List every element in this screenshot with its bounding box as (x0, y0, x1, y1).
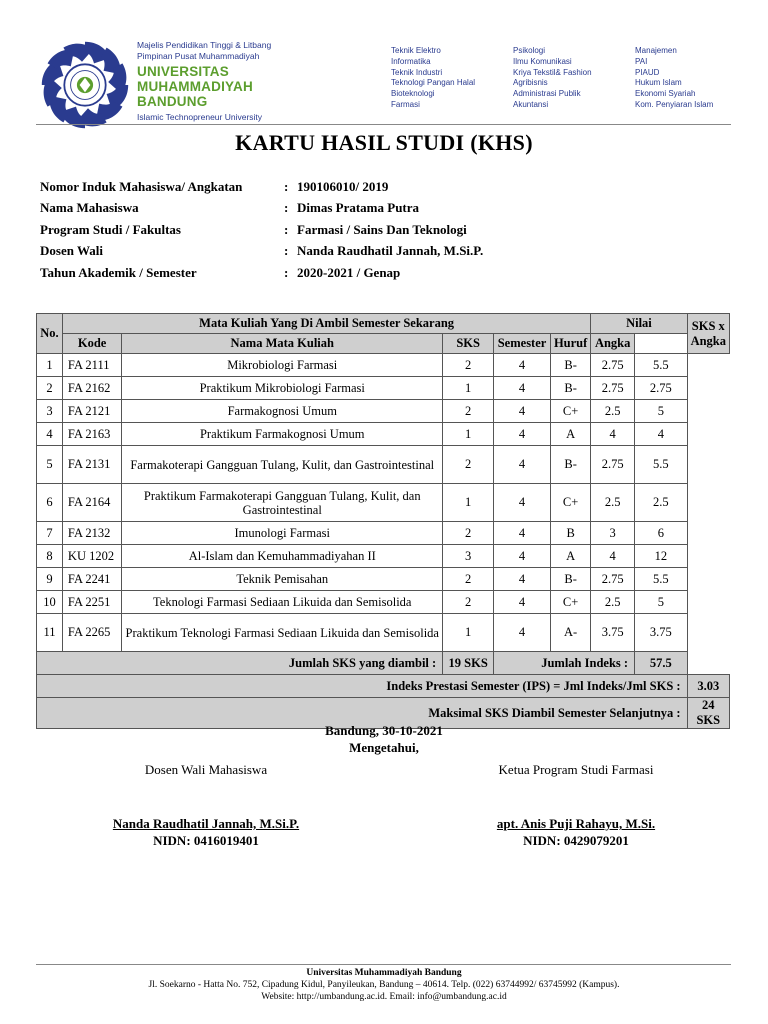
grade-point: 2.5 (591, 400, 635, 423)
course-name: Al-Islam dan Kemuhammadiyahan II (122, 545, 443, 568)
course-name: Farmakoterapi Gangguan Tulang, Kulit, dan Gastrointestinal (122, 446, 443, 484)
course-sks: 2 (443, 446, 494, 484)
row-number: 6 (37, 484, 63, 522)
max-sks-label: Maksimal SKS Diambil Semester Selanjutnya : (37, 698, 688, 729)
table-row (37, 400, 730, 423)
info-colon: : (284, 179, 289, 194)
grade-point: 2.75 (591, 354, 635, 377)
sks-x-angka: 5.5 (635, 568, 688, 591)
grade-point: 3.75 (591, 614, 635, 652)
university-name-line3: BANDUNG (137, 94, 208, 109)
program-item: Kriya Tekstil& Fashion (513, 67, 592, 77)
program-item: Farmasi (391, 99, 420, 109)
university-name-line2: MUHAMMADIYAH (137, 79, 253, 94)
table-row (37, 354, 730, 377)
table-row (37, 446, 730, 484)
info-label: Program Studi / Fakultas (40, 221, 181, 237)
course-sks: 2 (443, 568, 494, 591)
head-name: apt. Anis Puji Rahayu, M.Si. (496, 816, 656, 831)
course-code: FA 2131 (62, 446, 121, 484)
advisor-name: Nanda Raudhatil Jannah, M.Si.P. (112, 816, 300, 831)
course-semester: 4 (494, 591, 551, 614)
course-semester: 4 (494, 400, 551, 423)
letter-grade: B- (550, 446, 590, 484)
sks-x-angka: 5.5 (635, 354, 688, 377)
course-code: FA 2162 (62, 377, 121, 400)
acknowledged-label: Mengetahui, (349, 740, 419, 755)
sks-x-angka: 2.75 (635, 377, 688, 400)
table-row (37, 614, 730, 652)
header-code: Kode (62, 334, 121, 354)
header-semester: Semester (494, 334, 551, 354)
info-colon: : (284, 264, 289, 280)
student-info (40, 179, 640, 286)
info-colon: : (284, 200, 289, 216)
course-sks: 1 (443, 484, 494, 522)
header-no: No. (37, 314, 63, 354)
info-label: Nomor Induk Mahasiswa/ Angkatan (40, 179, 243, 194)
row-number: 7 (37, 522, 63, 545)
table-row (37, 423, 730, 446)
letter-grade: B (550, 522, 590, 545)
header-divider (36, 124, 731, 125)
course-name: Teknik Pemisahan (122, 568, 443, 591)
grade-point: 3 (591, 522, 635, 545)
info-row-program (40, 222, 640, 243)
program-item: Teknologi Pangan Halal (391, 78, 476, 88)
letter-grade: C+ (550, 591, 590, 614)
sks-x-angka: 12 (635, 545, 688, 568)
course-semester: 4 (494, 545, 551, 568)
course-sks: 1 (443, 423, 494, 446)
course-semester: 4 (494, 614, 551, 652)
footer-address: Jl. Soekarno - Hatta No. 752, Cipadung Kidul, Panyileukan, Bandung – 40614. Telp. (022) 63744992/ 63745992 (Kampus). (148, 980, 620, 990)
advisor-role: Dosen Wali Mahasiswa (144, 762, 268, 777)
program-item: Hukum Islam (635, 78, 682, 88)
course-code: FA 2132 (62, 522, 121, 545)
info-label: Tahun Akademik / Semester (40, 264, 197, 280)
course-semester: 4 (494, 423, 551, 446)
course-name: Praktikum Teknologi Farmasi Sediaan Likuida dan Semisolida (122, 614, 443, 652)
university-logo-icon (40, 40, 130, 130)
course-name: Praktikum Farmakoterapi Gangguan Tulang, Kulit, dan Gastrointestinal (122, 484, 443, 522)
table-row (37, 522, 730, 545)
course-code: FA 2111 (62, 354, 121, 377)
course-sks: 1 (443, 614, 494, 652)
course-sks: 3 (443, 545, 494, 568)
table-row (37, 545, 730, 568)
advisor-signature (66, 762, 346, 862)
footer-university-name: Universitas Muhammadiyah Bandung (306, 968, 462, 978)
program-item: Kom. Penyiaran Islam (635, 99, 714, 109)
info-colon: : (284, 243, 289, 259)
sks-x-angka: 2.5 (635, 484, 688, 522)
total-sks-value: 19 SKS (443, 652, 494, 675)
program-list-column-1 (391, 46, 475, 111)
row-number: 5 (37, 446, 63, 484)
program-item: Akuntansi (513, 99, 549, 109)
sks-x-angka: 6 (635, 522, 688, 545)
program-item: Ekonomi Syariah (635, 89, 696, 99)
university-tagline: Islamic Technopreneur University (137, 112, 263, 122)
course-semester: 4 (494, 568, 551, 591)
letterhead (36, 36, 736, 126)
program-list-column-3 (635, 46, 713, 111)
parent-organization: Majelis Pendidikan Tinggi & Litbang Pimpinan Pusat Muhammadiyah (137, 40, 272, 61)
row-number: 11 (37, 614, 63, 652)
course-semester: 4 (494, 446, 551, 484)
grade-point: 2.5 (591, 591, 635, 614)
program-item: Psikologi (513, 46, 546, 55)
course-name: Mikrobiologi Farmasi (122, 354, 443, 377)
row-number: 1 (37, 354, 63, 377)
info-value: Nanda Raudhatil Jannah, M.Si.P. (297, 243, 484, 259)
sks-x-angka: 5 (635, 591, 688, 614)
letter-grade: C+ (550, 484, 590, 522)
footer-divider (36, 964, 731, 965)
program-item: Agribisnis (513, 78, 548, 88)
sks-x-angka: 4 (635, 423, 688, 446)
program-item: Teknik Elektro (391, 46, 441, 55)
total-index-label: Jumlah Indeks : (494, 652, 635, 675)
letter-grade: A (550, 545, 590, 568)
info-row-academic-year (40, 265, 640, 286)
row-number: 8 (37, 545, 63, 568)
advisor-nidn: NIDN: 0416019401 (153, 833, 259, 848)
document-title: KARTU HASIL STUDI (KHS) (235, 130, 533, 155)
university-identity (137, 40, 297, 122)
info-value: 2020-2021 / Genap (297, 264, 401, 280)
course-name: Praktikum Mikrobiologi Farmasi (122, 377, 443, 400)
grade-point: 4 (591, 545, 635, 568)
course-name: Praktikum Farmakognosi Umum (122, 423, 443, 446)
header-letter-grade: Huruf (550, 334, 590, 354)
table-subheader-row (37, 334, 730, 354)
total-index-value: 57.5 (635, 652, 688, 675)
info-row-nim (40, 179, 640, 200)
info-row-name (40, 200, 640, 221)
letter-grade: B- (550, 568, 590, 591)
grade-point: 2.75 (591, 446, 635, 484)
info-label: Nama Mahasiswa (40, 200, 139, 216)
info-value: Dimas Pratama Putra (297, 200, 420, 216)
program-item: PAI (635, 56, 648, 66)
program-item: Bioteknologi (391, 89, 435, 99)
course-name: Teknologi Farmasi Sediaan Likuida dan Semisolida (122, 591, 443, 614)
table-row (37, 484, 730, 522)
program-list-column-2 (513, 46, 592, 111)
grade-point: 4 (591, 423, 635, 446)
max-sks-value: 24 SKS (687, 698, 729, 729)
table-header-row (37, 314, 730, 334)
course-code: FA 2241 (62, 568, 121, 591)
program-item: Ilmu Komunikasi (513, 56, 572, 66)
footer (0, 967, 768, 1003)
row-number: 3 (37, 400, 63, 423)
course-semester: 4 (494, 522, 551, 545)
table-row (37, 591, 730, 614)
row-number: 4 (37, 423, 63, 446)
grade-point: 2.75 (591, 377, 635, 400)
ips-value: 3.03 (687, 675, 729, 698)
program-item: Teknik Industri (391, 67, 443, 77)
course-sks: 2 (443, 354, 494, 377)
info-label: Dosen Wali (40, 243, 103, 259)
program-item: Administrasi Publik (513, 89, 581, 99)
course-code: FA 2163 (62, 423, 121, 446)
head-nidn: NIDN: 0429079201 (523, 833, 629, 848)
head-role: Ketua Program Studi Farmasi (498, 762, 654, 777)
total-sks-label: Jumlah SKS yang diambil : (37, 652, 443, 675)
row-number: 2 (37, 377, 63, 400)
letter-grade: C+ (550, 400, 590, 423)
info-row-advisor (40, 243, 640, 264)
course-name: Farmakognosi Umum (122, 400, 443, 423)
row-number: 10 (37, 591, 63, 614)
header-sks: SKS (443, 334, 494, 354)
header-grade-point: Angka (591, 334, 635, 354)
info-value: 190106010/ 2019 (297, 179, 389, 194)
grade-point: 2.5 (591, 484, 635, 522)
course-semester: 4 (494, 377, 551, 400)
program-item: Informatika (391, 56, 431, 66)
table-row (37, 377, 730, 400)
course-sks: 1 (443, 377, 494, 400)
university-name (137, 64, 297, 109)
header-grade-group: Nilai (591, 314, 687, 334)
course-semester: 4 (494, 354, 551, 377)
course-code: FA 2265 (62, 614, 121, 652)
letter-grade: A (550, 423, 590, 446)
header-sks-x-angka: SKS x Angka (687, 314, 729, 354)
sks-x-angka: 3.75 (635, 614, 688, 652)
letter-grade: B- (550, 377, 590, 400)
course-code: FA 2251 (62, 591, 121, 614)
row-number: 9 (37, 568, 63, 591)
ips-label: Indeks Prestasi Semester (IPS) = Jml Indeks/Jml SKS : (37, 675, 688, 698)
grade-point: 2.75 (591, 568, 635, 591)
course-code: FA 2121 (62, 400, 121, 423)
grades-table (36, 313, 730, 729)
summary-row-totals (37, 652, 730, 675)
course-code: KU 1202 (62, 545, 121, 568)
letter-grade: A- (550, 614, 590, 652)
header-course-name: Nama Mata Kuliah (122, 334, 443, 354)
head-signature (436, 762, 716, 862)
university-name-line1: UNIVERSITAS (137, 64, 229, 79)
table-row (37, 568, 730, 591)
course-name: Imunologi Farmasi (122, 522, 443, 545)
summary-row-ips (37, 675, 730, 698)
letter-grade: B- (550, 354, 590, 377)
program-item: Manajemen (635, 46, 677, 55)
course-code: FA 2164 (62, 484, 121, 522)
info-colon: : (284, 221, 289, 237)
course-semester: 4 (494, 484, 551, 522)
sks-x-angka: 5 (635, 400, 688, 423)
program-item: PIAUD (635, 67, 660, 77)
info-value: Farmasi / Sains Dan Teknologi (297, 221, 467, 237)
sks-x-angka: 5.5 (635, 446, 688, 484)
header-course-group: Mata Kuliah Yang Di Ambil Semester Sekarang (62, 314, 590, 334)
footer-contact: Website: http://umbandung.ac.id. Email: info@umbandung.ac.id (261, 992, 507, 1002)
place-date: Bandung, 30-10-2021 (325, 723, 443, 738)
course-sks: 2 (443, 522, 494, 545)
course-sks: 2 (443, 400, 494, 423)
course-sks: 2 (443, 591, 494, 614)
